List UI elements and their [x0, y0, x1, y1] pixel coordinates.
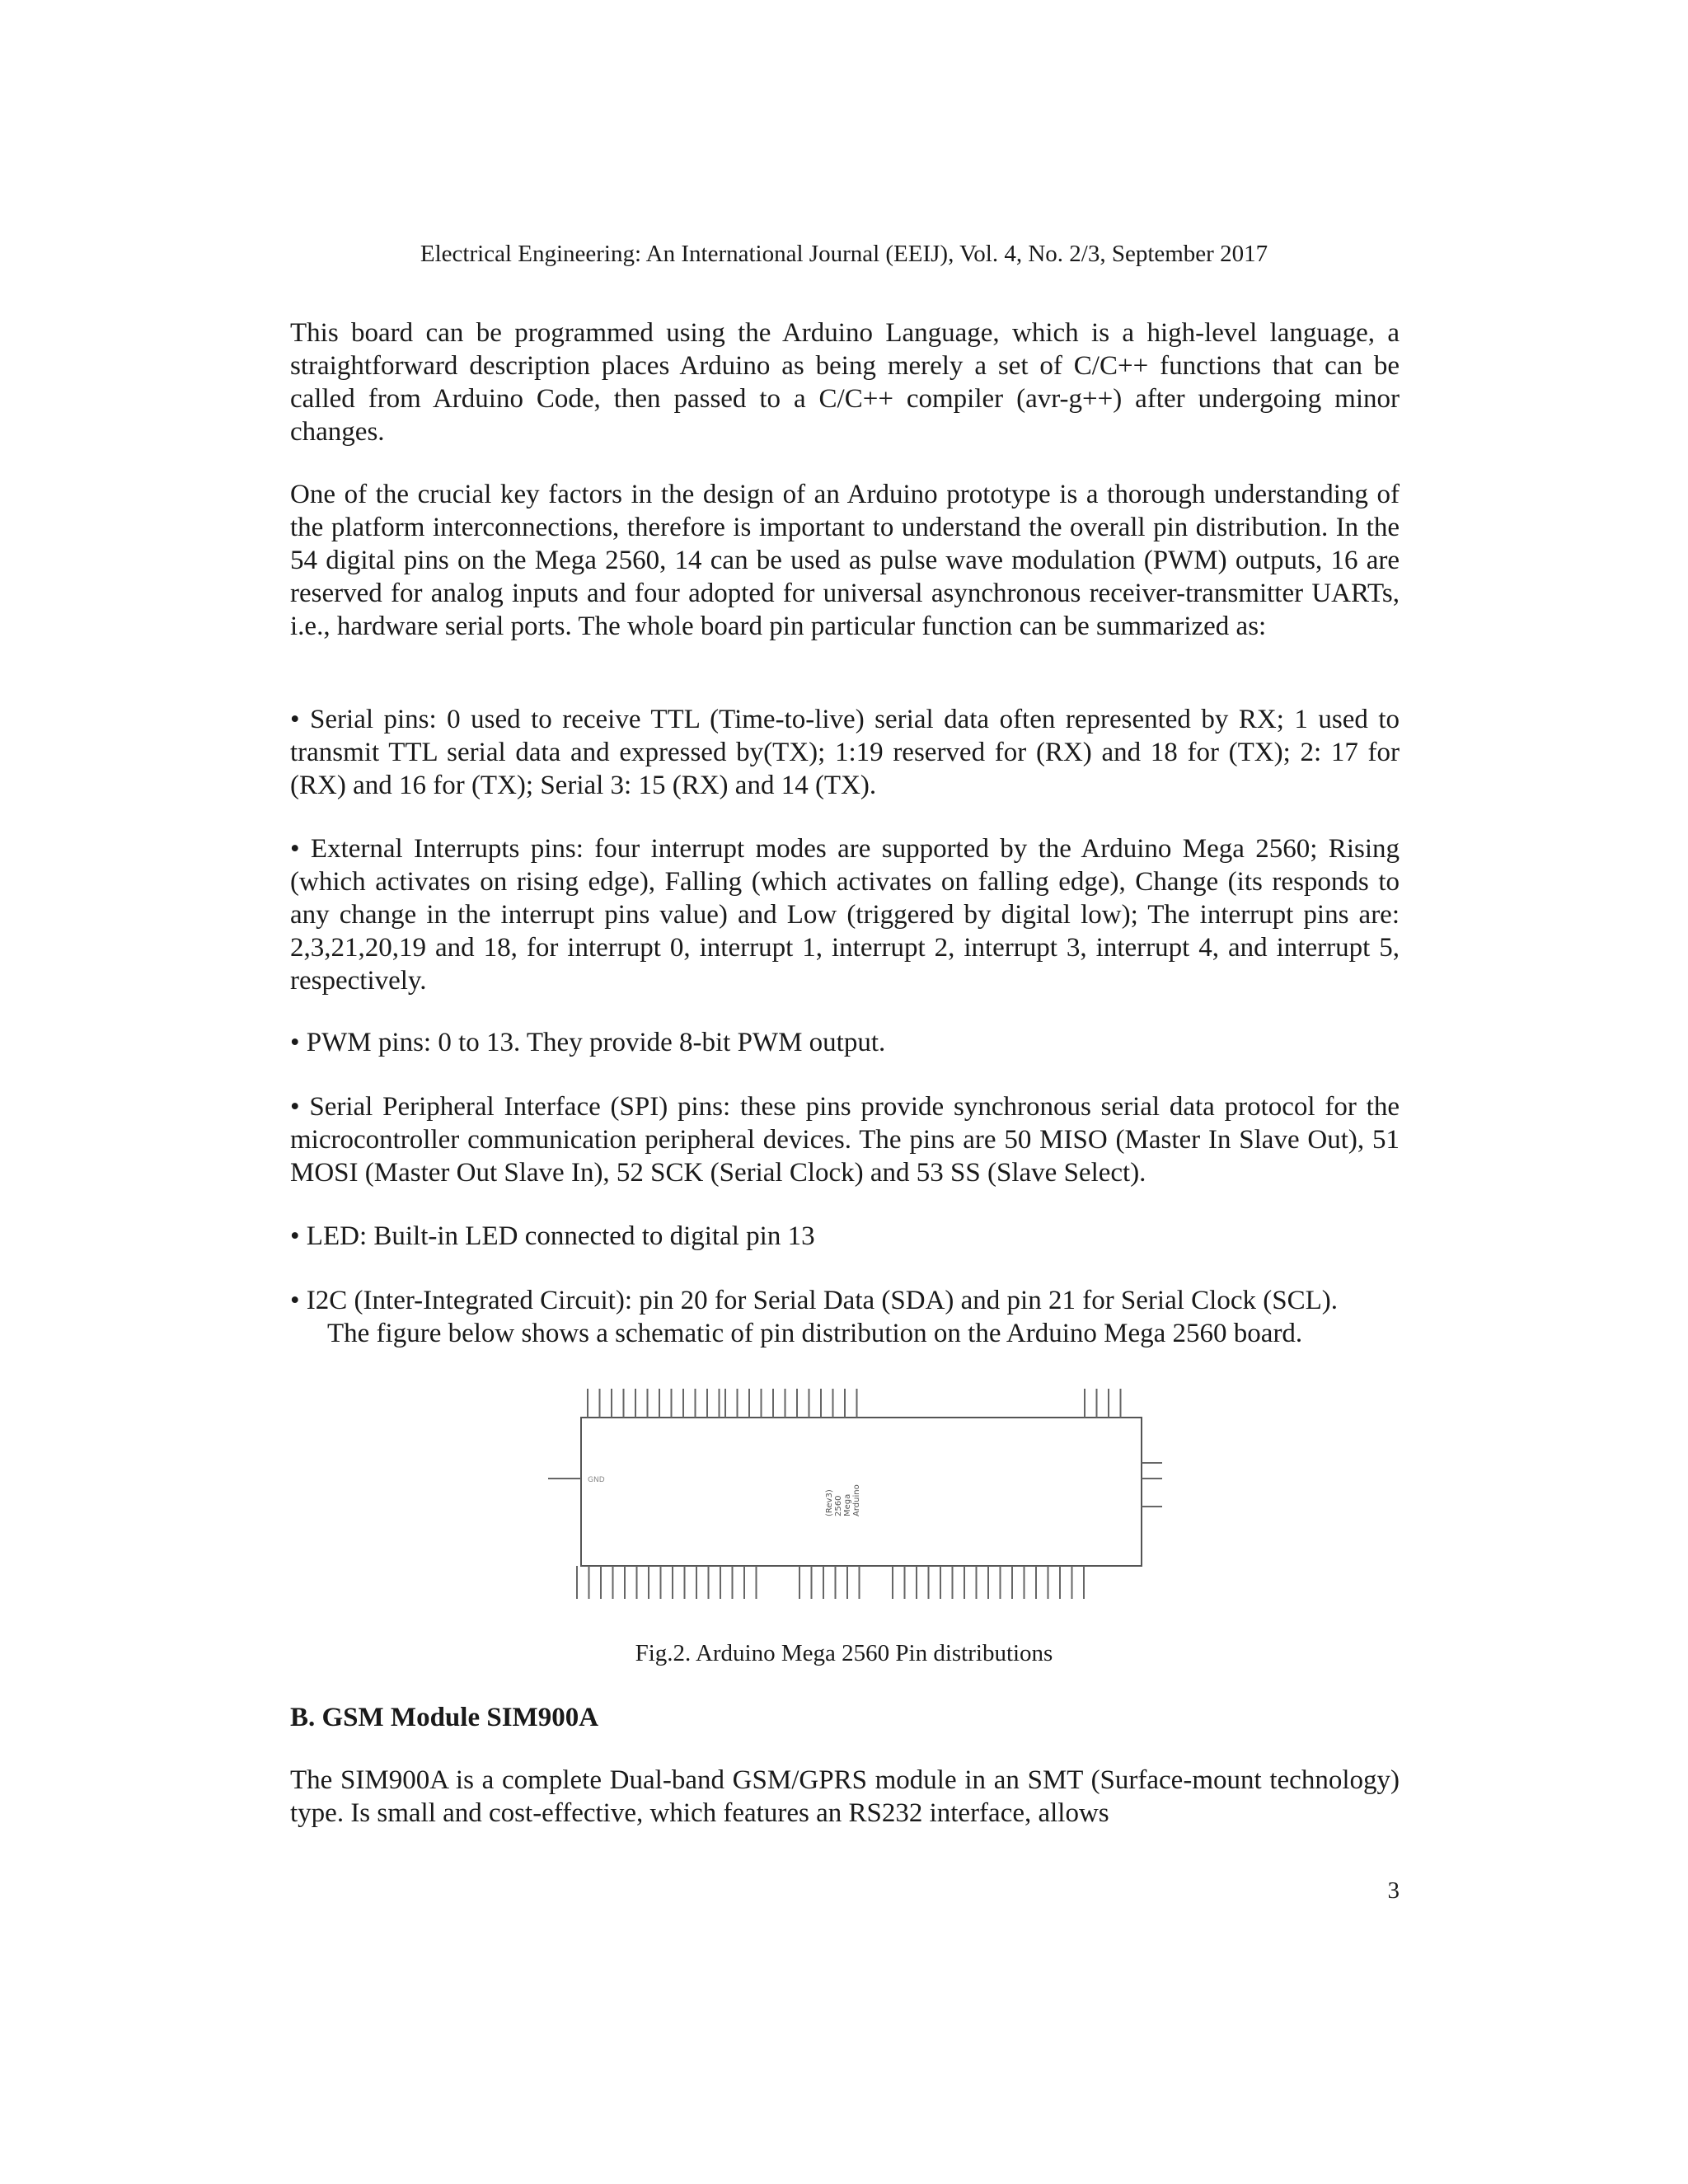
right-pin-group	[1142, 1463, 1162, 1507]
board-label-group	[825, 1484, 861, 1516]
bullet-text: • I2C (Inter-Integrated Circuit): pin 20 for Serial Data (SDA) and pin 21 for Serial Clock (SCL).	[290, 1286, 1338, 1315]
paragraph-pin-distribution	[290, 478, 1400, 643]
paragraph-text: One of the crucial key factors in the design of an Arduino prototype is a thorough understanding of the platform interconnections, therefore is important to understand the overall pin distribution. In the 54 digital pins on the Mega 2560, 14 can be used as pulse wave modulation (PWM) outputs, 16 are reserved for analog inputs and four adopted for universal asynchronous receiver-transmitter UARTs, i.e., hardware serial ports. The whole board pin particular function can be summarized as:	[290, 480, 1400, 641]
paragraph-text: This board can be programmed using the Arduino Language, which is a high-level language, a straightforward description places Arduino as being merely a set of C/C++ functions that can be called from Arduino Code, then passed to a C/C++ compiler (avr-g++) after undergoing minor changes.	[290, 318, 1400, 447]
schematic-drawing	[548, 1385, 1175, 1615]
page-number: 3	[1387, 1877, 1400, 1904]
bullet-spi-pins	[290, 1090, 1400, 1189]
board-label-line: Mega	[843, 1493, 852, 1516]
bullet-serial-pins	[290, 703, 1400, 802]
paragraph-arduino-language	[290, 316, 1400, 448]
running-header: Electrical Engineering: An International Journal (EEIJ), Vol. 4, No. 2/3, September 2017	[420, 241, 1268, 267]
paragraph-text: The SIM900A is a complete Dual-band GSM/GPRS module in an SMT (Surface-mount technology) type. Is small and cost-effective, which features an RS232 interface, allows	[290, 1765, 1400, 1828]
board-outline	[581, 1418, 1142, 1566]
arduino-mega-schematic	[548, 1385, 1175, 1615]
paragraph-sim900a	[290, 1764, 1400, 1830]
bullet-pwm-pins	[290, 1026, 1400, 1059]
bullet-text: • LED: Built-in LED connected to digital pin 13	[290, 1221, 815, 1251]
figure-caption: Fig.2. Arduino Mega 2560 Pin distributions	[635, 1640, 1053, 1666]
board-label-line: (Rev3)	[825, 1489, 834, 1516]
bullet-text: • PWM pins: 0 to 13. They provide 8-bit PWM output.	[290, 1028, 886, 1057]
bullet-text: • External Interrupts pins: four interrupt modes are supported by the Arduino Mega 2560; Rising (which activates on rising edge), Falling (which activates on falling edge), Change (its responds to any change in the interrupt pins value) and Low (triggered by digital low); The interrupt pins are: 2,3,21,20,19 and 18, for interrupt 0, interrupt 1, interrupt 2, interrupt 3, interrupt 4, and interrupt 5, respectively.	[290, 834, 1400, 996]
bullet-text: • Serial Peripheral Interface (SPI) pins: these pins provide synchronous serial data protocol for the microcontroller communication peripheral devices. The pins are 50 MISO (Master In Slave Out), 51 MOSI (Master Out Slave In), 52 SCK (Serial Clock) and 53 SS (Slave Select).	[290, 1092, 1400, 1188]
left-pin-label: GND	[588, 1476, 605, 1484]
board-label-line: 2560	[834, 1495, 843, 1516]
bullet-text: • Serial pins: 0 used to receive TTL (Time-to-live) serial data often represented by RX; 1 used to transmit TTL serial data and expressed by(TX); 1:19 reserved for (RX) and 18 for (TX); 2: 17 for (RX) and 16 for (TX); Serial 3: 15 (RX) and 14 (TX).	[290, 705, 1400, 800]
section-title: B. GSM Module SIM900A	[290, 1703, 599, 1732]
bullet-external-interrupts	[290, 832, 1400, 997]
bottom-pin-row	[577, 1566, 1084, 1599]
bullet-i2c	[290, 1284, 1400, 1350]
board-label-line: Arduino	[852, 1484, 861, 1516]
bullet-text: The figure below shows a schematic of pin distribution on the Arduino Mega 2560 board.	[327, 1319, 1303, 1348]
bullet-led	[290, 1220, 1400, 1253]
top-pin-row	[588, 1389, 1121, 1418]
